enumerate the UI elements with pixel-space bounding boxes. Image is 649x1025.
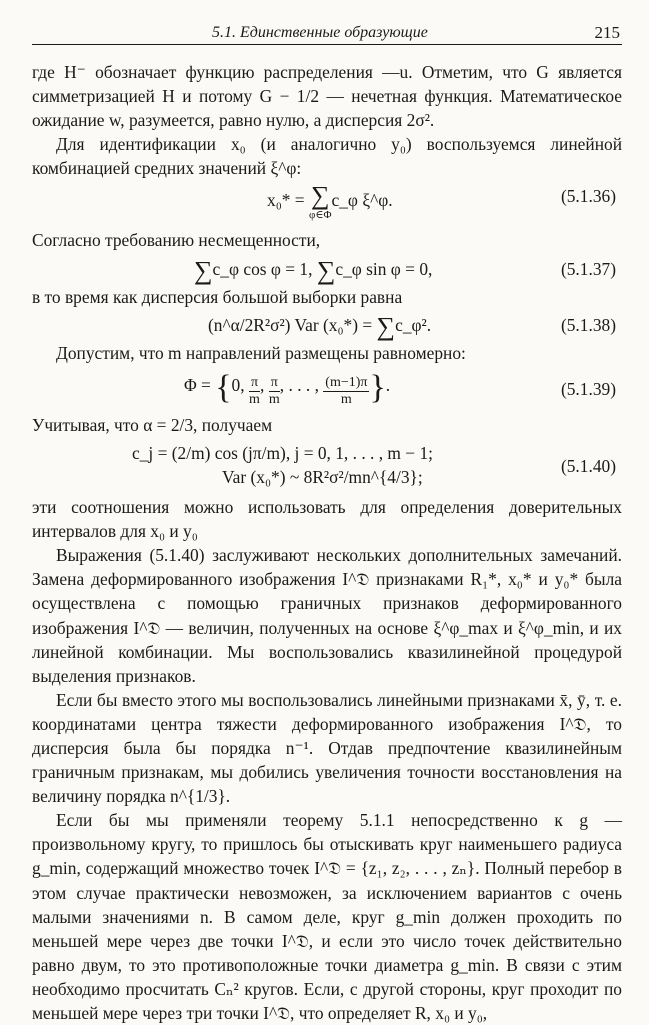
paragraph-7: эти соотношения можно использовать для определения доверительных интервалов для x₀ и y₀ <box>32 497 622 542</box>
sum-operator: ∑ φ∈Φ <box>308 181 332 222</box>
eq37-part2: c_φ sin φ = 0, <box>335 258 433 279</box>
paragraph-10: Если бы мы применяли теорему 5.1.1 непосредственно к g — произвольному кругу, то пришлось бы отыскивать круг наименьшего радиуса g_min, содержащий множество точек I^𝔇 = {z₁, z₂, . . . , zₙ}. Полный перебор в этом случае практически невозможен, за исключением вариантов с очень малыми значениями n. В самом деле, круг g_min должен проходить по меньшей мере через две точки I^𝔇, и если это число точек действительно равно двум, то это противоположные точки диаметра g_min. В связи с этим необходимо просчитать Cₙ² кругов. Если, с другой стороны, круг проходит по меньшей мере через три точки I^𝔇, что определяет R, x₀ и y₀, <box>32 810 622 1023</box>
equation-5-1-38 <box>32 311 622 341</box>
sum-operator: ∑ <box>194 255 213 285</box>
eq39-dots: , . . . , <box>279 374 324 395</box>
left-brace: { <box>215 368 232 406</box>
paragraph-9: Если бы вместо этого мы воспользовались линейными признаками x̄, ȳ, т. е. координатами центра тяжести деформированного изображения I^𝔇, то дисперсия была бы порядка n⁻¹. Отдав предпочтение квазилинейным граничным признакам, мы добились увеличения точности восстановления на величину порядка n^{1/3}. <box>32 689 622 807</box>
equation-5-1-40 <box>32 441 622 491</box>
sum-operator: ∑ <box>376 311 396 341</box>
paragraph-2: Для идентификации x₀ (и аналогично y₀) воспользуемся линейной комбинацией средних значений ξ^φ: <box>32 134 622 179</box>
fraction: $\frac{\pi}{m}$ <box>249 374 260 407</box>
eq36-number: (5.1.36) <box>560 186 616 207</box>
eq37-number: (5.1.37) <box>560 258 616 279</box>
eq40-number: (5.1.40) <box>560 456 616 477</box>
paragraph-3: Согласно требованию несмещенности, <box>32 230 321 251</box>
eq38-part1: (n^α/2R²σ²) Var (x₀*) = <box>208 314 377 335</box>
paragraph-4: в то время как дисперсия большой выборки равна <box>32 286 403 307</box>
eq38-part2: c_φ². <box>395 314 432 335</box>
eq37-part1: c_φ cos φ = 1, <box>212 258 317 279</box>
section-title: 5.1. Единственные образующие <box>212 24 428 41</box>
equation-5-1-37 <box>32 255 622 285</box>
paragraph-6: Учитывая, что α = 2/3, получаем <box>32 414 273 435</box>
eq40-line1: c_j = (2/m) cos (jπ/m), j = 0, 1, . . . , m − 1; <box>132 443 433 464</box>
sum-operator: ∑ <box>316 255 336 285</box>
eq39-number: (5.1.39) <box>560 378 616 399</box>
right-brace: } <box>369 368 386 406</box>
page-body <box>32 60 622 1025</box>
eq36-sum-under: φ∈Φ <box>308 209 332 222</box>
paragraph-5: Допустим, что m направлений размещены равномерно: <box>56 342 466 363</box>
page-number: 215 <box>594 23 620 42</box>
book-page <box>32 22 622 1025</box>
running-header <box>32 22 622 45</box>
eq39-lhs: Φ = <box>184 374 216 395</box>
eq38-number: (5.1.38) <box>560 314 616 335</box>
fraction: $\frac{\pi}{m}$ <box>268 374 280 407</box>
equation-5-1-36 <box>32 181 622 224</box>
paragraph-1: где H⁻ обозначает функцию распределения —u. Отметим, что G является симметризацией H и потому G − 1/2 — нечетная функция. Математическое ожидание w, разумеется, равно нулю, а дисперсия 2σ². <box>32 62 622 131</box>
eq36-rhs: c_φ ξ^φ. <box>331 190 393 211</box>
eq36-lhs: x₀* = <box>267 190 309 211</box>
eq40-line2: Var (x₀*) ~ 8R²σ²/mn^{4/3}; <box>222 467 423 488</box>
paragraph-8: Выражения (5.1.40) заслуживают нескольких дополнительных замечаний. Замена деформированного изображения I^𝔇 признаками R₁*, x₀* и y₀* была осуществлена с помощью граничных признаков деформированного изображения I^𝔇 — величин, полученных на основе ξ^φ_max и ξ^φ_min, и их линейной комбинации. Мы воспользовались квазилинейной процедурой выделения признаков. <box>32 545 622 686</box>
eq39-zero: 0, <box>231 374 249 395</box>
fraction: $\frac{(m-1)\pi}{m}$ <box>325 374 368 407</box>
equation-5-1-39: Φ = {0, $\frac{\pi}{m}$ , $\frac{\pi}{m}$ , . . . , $\frac{(m-1)\pi}{m}$ }. (5.1.39) <box>184 368 616 407</box>
